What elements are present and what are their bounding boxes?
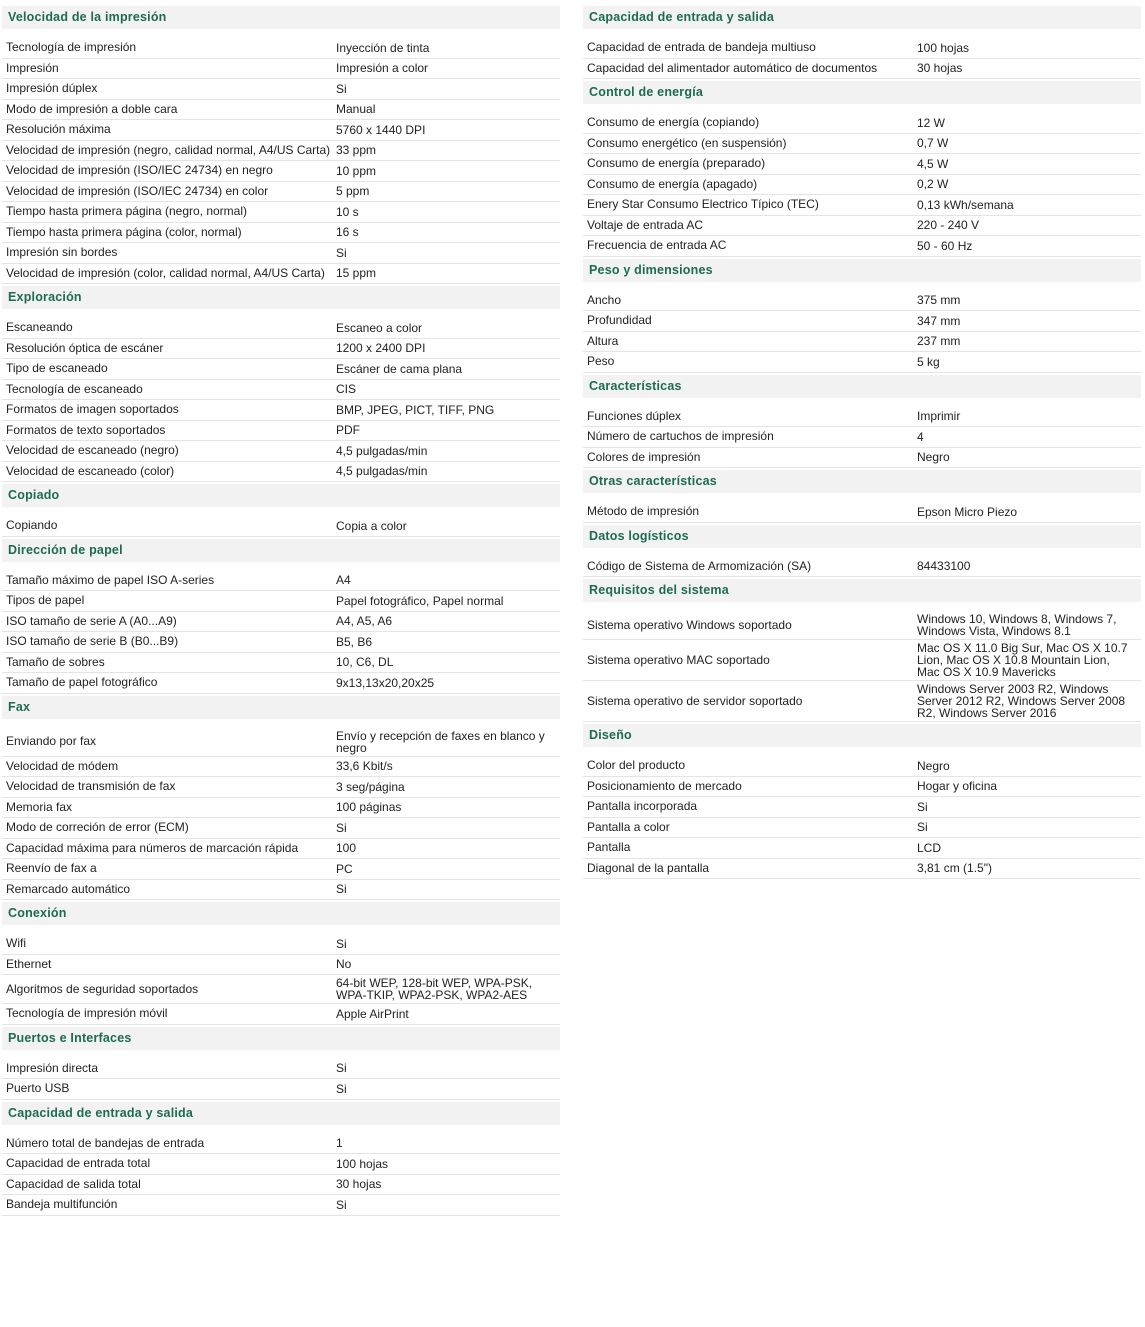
spec-row xyxy=(583,236,1141,257)
spec-label: Capacidad de salida total xyxy=(6,1176,141,1191)
spec-value: 9x13,13x20,20x25 xyxy=(336,675,435,690)
spec-section-conexion xyxy=(2,902,560,1025)
spec-label: Tecnología de impresión móvil xyxy=(6,1006,168,1021)
spec-value: Negro xyxy=(917,758,950,773)
spec-value: Windows Server 2003 R2, Windows Server 2012 R2, Windows Server 2008 R2, Windows Server 2016 xyxy=(917,682,1126,720)
spec-row xyxy=(2,975,560,1004)
spec-label: Tamaño máximo de papel ISO A-series xyxy=(6,572,215,587)
section-title: Puertos e Interfaces xyxy=(2,1027,560,1050)
spec-value: 0,2 W xyxy=(917,177,949,192)
spec-value: 237 mm xyxy=(917,334,961,349)
spec-label: Voltaje de entrada AC xyxy=(587,217,704,232)
section-title: Velocidad de la impresión xyxy=(2,6,560,29)
spec-row xyxy=(2,223,560,244)
spec-label: Reenvío de fax a xyxy=(6,861,97,876)
spec-value: 375 mm xyxy=(917,293,961,308)
spec-row xyxy=(583,38,1141,59)
spec-label: Consumo de energía (copiando) xyxy=(587,115,760,130)
spec-row xyxy=(2,400,560,421)
spec-value: 10, C6, DL xyxy=(336,655,394,670)
spec-row xyxy=(2,1134,560,1155)
spec-label: Copiando xyxy=(6,518,58,533)
spec-label: Velocidad de módem xyxy=(6,758,119,773)
spec-label: Ancho xyxy=(587,292,622,307)
section-title: Otras características xyxy=(583,470,1141,493)
spec-value: No xyxy=(336,957,352,972)
spec-section-control-de-energia xyxy=(583,81,1141,257)
spec-row xyxy=(2,161,560,182)
spec-row xyxy=(2,202,560,223)
spec-value: 4,5 pulgadas/min xyxy=(336,443,428,458)
spec-label: Tipos de papel xyxy=(6,593,85,608)
section-title: Conexión xyxy=(2,902,560,925)
spec-value: 10 s xyxy=(336,204,359,219)
spec-row xyxy=(2,839,560,860)
spec-row xyxy=(2,859,560,880)
spec-value: 5760 x 1440 DPI xyxy=(336,122,426,137)
spec-label: Resolución máxima xyxy=(6,122,111,137)
spec-section-otras-caracteristicas xyxy=(583,470,1141,523)
spec-row xyxy=(583,407,1141,428)
spec-label: Pantalla a color xyxy=(587,819,670,834)
section-title: Datos logísticos xyxy=(583,525,1141,548)
spec-value: 5 ppm xyxy=(336,184,370,199)
section-title: Características xyxy=(583,375,1141,398)
spec-label: Impresión directa xyxy=(6,1060,99,1075)
spec-label: Velocidad de transmisión de fax xyxy=(6,779,176,794)
spec-row xyxy=(2,318,560,339)
spec-label: Método de impresión xyxy=(587,504,700,519)
spec-label: Puerto USB xyxy=(6,1081,70,1096)
section-title: Diseño xyxy=(583,724,1141,747)
spec-label: Capacidad del alimentador automático de documentos xyxy=(587,60,878,75)
spec-label: Consumo de energía (apagado) xyxy=(587,176,758,191)
spec-value: Si xyxy=(336,1061,347,1076)
spec-value: Si xyxy=(917,799,928,814)
spec-row xyxy=(2,777,560,798)
spec-section-copiado xyxy=(2,484,560,537)
spec-value: 1200 x 2400 DPI xyxy=(336,341,426,356)
spec-value: 15 ppm xyxy=(336,266,377,281)
spec-value: Windows 10, Windows 8, Windows 7, Windows Vista, Windows 8.1 xyxy=(917,612,1117,638)
spec-label: Velocidad de impresión (ISO/IEC 24734) en color xyxy=(6,183,269,198)
spec-value: 0,7 W xyxy=(917,136,949,151)
spec-row xyxy=(583,59,1141,80)
section-title: Capacidad de entrada y salida xyxy=(583,6,1141,29)
spec-section-capacidad-de-entrada-y-salida xyxy=(583,6,1141,79)
spec-section-velocidad-de-la-impresion xyxy=(2,6,560,284)
spec-label: Tamaño de papel fotográfico xyxy=(6,675,158,690)
section-title: Dirección de papel xyxy=(2,539,560,562)
spec-row xyxy=(2,59,560,80)
spec-row xyxy=(2,516,560,537)
spec-value: 33,6 Kbit/s xyxy=(336,759,393,774)
spec-section-fax xyxy=(2,696,560,901)
spec-value: CIS xyxy=(336,382,357,397)
spec-section-datos-logisticos xyxy=(583,525,1141,578)
spec-label: Capacidad de entrada total xyxy=(6,1156,151,1171)
spec-row xyxy=(2,100,560,121)
spec-value: Si xyxy=(336,820,347,835)
spec-value: 1 xyxy=(336,1136,343,1151)
spec-row xyxy=(2,591,560,612)
spec-row xyxy=(2,1004,560,1025)
spec-value: A4, A5, A6 xyxy=(336,614,393,629)
section-title: Peso y dimensiones xyxy=(583,259,1141,282)
spec-value: Si xyxy=(336,882,347,897)
spec-row xyxy=(2,798,560,819)
spec-value: 4 xyxy=(917,429,924,444)
spec-value: Inyección de tinta xyxy=(336,40,430,55)
spec-label: Tipo de escaneado xyxy=(6,361,108,376)
spec-label: Capacidad de entrada de bandeja multiuso xyxy=(587,40,816,55)
spec-value: Si xyxy=(336,81,347,96)
spec-value: Escaneo a color xyxy=(336,320,423,335)
spec-label: Tecnología de impresión xyxy=(6,40,137,55)
spec-value: 84433100 xyxy=(917,559,971,574)
spec-row xyxy=(583,818,1141,839)
spec-row xyxy=(2,612,560,633)
spec-label: Número de cartuchos de impresión xyxy=(587,429,774,444)
spec-value: Escáner de cama plana xyxy=(336,361,463,376)
spec-label: Impresión xyxy=(6,60,59,75)
spec-label: Pantalla incorporada xyxy=(587,799,698,814)
spec-value: Si xyxy=(917,820,928,835)
spec-row xyxy=(2,441,560,462)
spec-label: Algoritmos de seguridad soportados xyxy=(6,981,199,996)
spec-column-right xyxy=(583,6,1141,879)
spec-row xyxy=(2,141,560,162)
spec-section-direccion-de-papel xyxy=(2,539,560,694)
spec-label: Tamaño de sobres xyxy=(6,654,105,669)
spec-section-capacidad-de-entrada-y-salida xyxy=(2,1102,560,1216)
spec-row xyxy=(2,1059,560,1080)
spec-label: Tiempo hasta primera página (negro, normal) xyxy=(6,204,248,219)
spec-label: Sistema operativo de servidor soportado xyxy=(587,693,803,708)
spec-label: Posicionamiento de mercado xyxy=(587,778,742,793)
spec-value: Papel fotográfico, Papel normal xyxy=(336,593,504,608)
spec-value: Impresión a color xyxy=(336,61,429,76)
spec-section-requisitos-del-sistema xyxy=(583,579,1141,722)
spec-label: ISO tamaño de serie B (B0...B9) xyxy=(6,634,179,649)
section-title: Requisitos del sistema xyxy=(583,579,1141,602)
spec-value: 100 hojas xyxy=(336,1156,389,1171)
spec-section-exploracion xyxy=(2,286,560,482)
spec-value: Apple AirPrint xyxy=(336,1006,409,1021)
spec-row xyxy=(2,120,560,141)
spec-label: Altura xyxy=(587,333,619,348)
spec-label: Velocidad de escaneado (negro) xyxy=(6,443,179,458)
spec-label: Profundidad xyxy=(587,313,652,328)
spec-row xyxy=(2,1154,560,1175)
spec-row xyxy=(583,154,1141,175)
spec-row xyxy=(583,352,1141,373)
spec-label: Velocidad de escaneado (color) xyxy=(6,463,175,478)
section-title: Fax xyxy=(2,696,560,719)
spec-value: 3 seg/página xyxy=(336,779,405,794)
spec-value: A4 xyxy=(336,573,351,588)
spec-label: Resolución óptica de escáner xyxy=(6,340,164,355)
spec-section-puertos-e-interfaces xyxy=(2,1027,560,1100)
spec-row xyxy=(2,182,560,203)
spec-section-caracteristicas xyxy=(583,375,1141,469)
spec-label: Remarcado automático xyxy=(6,881,131,896)
spec-label: Velocidad de impresión (ISO/IEC 24734) en negro xyxy=(6,163,273,178)
spec-row xyxy=(2,571,560,592)
spec-section-peso-y-dimensiones xyxy=(583,259,1141,373)
spec-value: 10 ppm xyxy=(336,163,377,178)
spec-row xyxy=(583,195,1141,216)
spec-label: Formatos de texto soportados xyxy=(6,422,166,437)
spec-row xyxy=(583,113,1141,134)
spec-row xyxy=(583,611,1141,640)
spec-row xyxy=(2,880,560,901)
spec-row xyxy=(2,1079,560,1100)
spec-label: Modo de impresión a doble cara xyxy=(6,101,178,116)
spec-label: Formatos de imagen soportados xyxy=(6,402,179,417)
spec-label: Tecnología de escaneado xyxy=(6,381,143,396)
spec-row xyxy=(2,462,560,483)
spec-label: Enery Star Consumo Electrico Típico (TEC) xyxy=(587,197,819,212)
spec-value: 16 s xyxy=(336,225,359,240)
spec-value: 100 páginas xyxy=(336,800,402,815)
spec-row xyxy=(2,421,560,442)
spec-label: Impresión sin bordes xyxy=(6,245,118,260)
spec-value: PC xyxy=(336,861,353,876)
spec-section-diseno xyxy=(583,724,1141,879)
spec-label: Diagonal de la pantalla xyxy=(587,860,710,875)
spec-value: PDF xyxy=(336,423,360,438)
section-title: Control de energía xyxy=(583,81,1141,104)
spec-value: 12 W xyxy=(917,115,946,130)
spec-value: Mac OS X 11.0 Big Sur, Mac OS X 10.7 Lion, Mac OS X 10.8 Mountain Lion, Mac OS X 10.9 Mavericks xyxy=(917,641,1128,679)
spec-value: 33 ppm xyxy=(336,143,377,158)
spec-label: Wifi xyxy=(6,936,26,951)
spec-label: Código de Sistema de Armomización (SA) xyxy=(587,558,812,573)
spec-label: ISO tamaño de serie A (A0...A9) xyxy=(6,613,177,628)
spec-label: Consumo de energía (preparado) xyxy=(587,156,766,171)
spec-label: Frecuencia de entrada AC xyxy=(587,238,727,253)
spec-label: Peso xyxy=(587,354,615,369)
spec-row xyxy=(583,134,1141,155)
spec-value: Negro xyxy=(917,450,950,465)
spec-label: Escaneando xyxy=(6,320,73,335)
spec-value: Si xyxy=(336,1197,347,1212)
spec-row xyxy=(583,681,1141,722)
spec-value: 0,13 kWh/semana xyxy=(917,197,1014,212)
spec-label: Consumo energético (en suspensión) xyxy=(587,135,787,150)
spec-row xyxy=(2,243,560,264)
spec-row xyxy=(583,756,1141,777)
spec-label: Funciones dúplex xyxy=(587,408,682,423)
spec-value: Copia a color xyxy=(336,518,407,533)
spec-label: Impresión dúplex xyxy=(6,81,98,96)
spec-value: Si xyxy=(336,245,347,260)
spec-value: 4,5 W xyxy=(917,156,949,171)
spec-row xyxy=(2,818,560,839)
spec-row xyxy=(583,502,1141,523)
spec-row xyxy=(2,757,560,778)
spec-row xyxy=(2,934,560,955)
spec-value: BMP, JPEG, PICT, TIFF, PNG xyxy=(336,402,495,417)
spec-value: 50 - 60 Hz xyxy=(917,238,973,253)
spec-row xyxy=(583,332,1141,353)
spec-row xyxy=(583,175,1141,196)
spec-value: 100 xyxy=(336,841,357,856)
spec-label: Enviando por fax xyxy=(6,734,97,748)
spec-value: Imprimir xyxy=(917,409,961,424)
spec-value: 347 mm xyxy=(917,313,961,328)
spec-label: Sistema operativo Windows soportado xyxy=(587,617,792,632)
spec-value: Envío y recepción de faxes en blanco y negro xyxy=(336,728,545,755)
spec-value: Manual xyxy=(336,102,376,117)
spec-row xyxy=(2,673,560,694)
spec-row xyxy=(2,728,560,757)
spec-row xyxy=(583,777,1141,798)
spec-value: 64-bit WEP, 128-bit WEP, WPA-PSK, WPA-TKIP, WPA2-PSK, WPA2-AES xyxy=(336,976,533,1002)
spec-value: Hogar y oficina xyxy=(917,779,998,794)
section-title: Exploración xyxy=(2,286,560,309)
spec-row xyxy=(583,640,1141,681)
spec-label: Memoria fax xyxy=(6,799,73,814)
spec-value: 30 hojas xyxy=(917,61,963,76)
spec-row xyxy=(2,38,560,59)
spec-value: 3,81 cm (1.5") xyxy=(917,861,992,876)
spec-label: Modo de correción de error (ECM) xyxy=(6,820,189,835)
spec-label: Colores de impresión xyxy=(587,449,701,464)
spec-label: Ethernet xyxy=(6,956,52,971)
spec-value: B5, B6 xyxy=(336,634,373,649)
spec-row xyxy=(2,1195,560,1216)
spec-value: Si xyxy=(336,1081,347,1096)
spec-row xyxy=(2,359,560,380)
spec-row xyxy=(583,448,1141,469)
spec-row xyxy=(583,797,1141,818)
spec-row xyxy=(2,79,560,100)
spec-label: Número total de bandejas de entrada xyxy=(6,1135,205,1150)
spec-value: LCD xyxy=(917,840,942,855)
spec-label: Sistema operativo MAC soportado xyxy=(587,652,770,667)
spec-row xyxy=(583,311,1141,332)
spec-value: 30 hojas xyxy=(336,1177,382,1192)
spec-value: Epson Micro Piezo xyxy=(917,504,1018,519)
section-title: Copiado xyxy=(2,484,560,507)
spec-value: 4,5 pulgadas/min xyxy=(336,464,428,479)
spec-row xyxy=(2,264,560,285)
spec-value: 220 - 240 V xyxy=(917,218,980,233)
spec-row xyxy=(583,427,1141,448)
spec-label: Tiempo hasta primera página (color, normal) xyxy=(6,224,242,239)
spec-row xyxy=(2,653,560,674)
spec-row xyxy=(2,380,560,401)
spec-value: 100 hojas xyxy=(917,40,970,55)
spec-label: Velocidad de impresión (negro, calidad normal, A4/US Carta) xyxy=(6,142,331,157)
spec-label: Pantalla xyxy=(587,840,631,855)
spec-label: Bandeja multifunción xyxy=(6,1197,118,1212)
spec-row xyxy=(2,1175,560,1196)
spec-row xyxy=(2,955,560,976)
spec-column-left xyxy=(2,6,560,1216)
spec-value: Si xyxy=(336,936,347,951)
section-title: Capacidad de entrada y salida xyxy=(2,1102,560,1125)
spec-row xyxy=(2,632,560,653)
spec-row xyxy=(583,859,1141,880)
spec-row xyxy=(583,291,1141,312)
spec-label: Color del producto xyxy=(587,758,686,773)
spec-row xyxy=(583,838,1141,859)
spec-row xyxy=(583,216,1141,237)
spec-value: 5 kg xyxy=(917,354,940,369)
spec-label: Capacidad máxima para números de marcación rápida xyxy=(6,840,299,855)
spec-row xyxy=(2,339,560,360)
spec-row xyxy=(583,557,1141,578)
spec-label: Velocidad de impresión (color, calidad normal, A4/US Carta) xyxy=(6,265,325,280)
